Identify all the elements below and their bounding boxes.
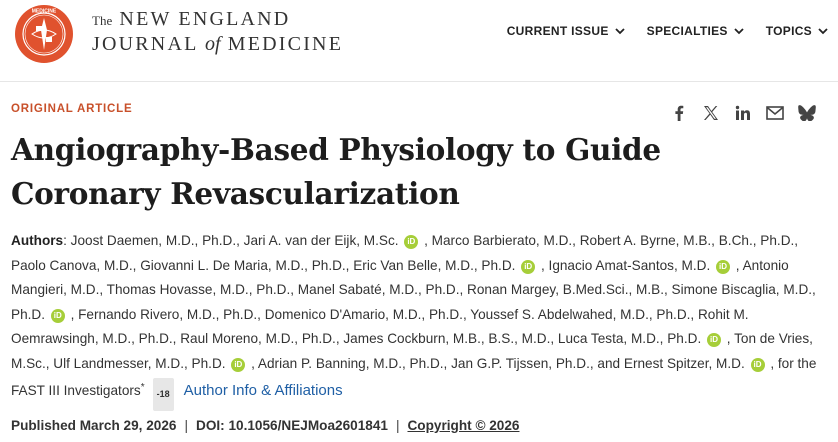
more-authors-badge[interactable]: -18 <box>153 378 174 411</box>
orcid-icon[interactable]: iD <box>51 309 65 323</box>
orcid-icon[interactable]: iD <box>231 358 245 372</box>
nav-current-issue[interactable] <box>507 24 625 38</box>
article-type-label: ORIGINAL ARTICLE <box>11 103 133 115</box>
orcid-icon[interactable]: iD <box>716 260 730 274</box>
publication-info <box>11 418 519 433</box>
linkedin-icon[interactable] <box>734 104 752 122</box>
orcid-icon[interactable]: iD <box>521 260 535 274</box>
site-header <box>0 0 838 82</box>
doi: DOI: 10.1056/NEJMoa2601841 <box>196 418 388 433</box>
wordmark-the: The <box>92 13 113 28</box>
share-toolbar <box>670 104 816 122</box>
nejm-seal-logo[interactable] <box>14 4 74 64</box>
chevron-down-icon <box>818 26 828 36</box>
wordmark-medicine: MEDICINE <box>227 33 344 55</box>
x-icon[interactable] <box>702 104 720 122</box>
author-group[interactable]: , Adrian P. Banning, M.D., Ph.D., Jan G.P. Tijssen, Ph.D., and Ernest Spitzer, M.D. <box>251 355 745 371</box>
journal-wordmark[interactable] <box>92 8 343 56</box>
author-group[interactable]: , Antonio Mangieri, M.D., Thomas Hovasse, M.D., Ph.D., Manel Sabaté, M.D., Ph.D., Ronan Margey, B.Med.Sci., M.B., Simone Biscaglia, M.D., Ph.D. <box>11 257 816 322</box>
author-list <box>11 229 826 411</box>
author-group[interactable]: , Ton de Vries, M.Sc., Ulf Landmesser, M.D., Ph.D. <box>11 331 813 371</box>
email-icon[interactable] <box>766 104 784 122</box>
orcid-icon[interactable]: iD <box>707 333 721 347</box>
author-group[interactable]: , Fernando Rivero, M.D., Ph.D., Domenico D'Amario, M.D., Ph.D., Youssef S. Abdelwahed, M.D., Ph.D., Rohit M. Oemrawsingh, M.D., Ph.D., Raul Moreno, M.D., Ph.D., James Cockburn, M.B., B.S., M.D., Luca Testa, M.D., Ph.D. <box>11 306 749 346</box>
article-title: Angiography-Based Physiology to Guide Coronary Revascularization <box>11 132 661 211</box>
nav-specialties[interactable] <box>647 24 744 38</box>
published-date: Published March 29, 2026 <box>11 418 177 433</box>
wordmark-line1: NEW ENGLAND <box>119 8 291 30</box>
nav-topics[interactable] <box>766 24 828 38</box>
divider: | <box>184 418 188 433</box>
main-nav <box>507 24 828 38</box>
wordmark-journal: JOURNAL <box>92 33 198 55</box>
copyright-link[interactable]: Copyright © 2026 <box>407 418 520 433</box>
author-group[interactable]: , Marco Barbierato, M.D., Robert A. Byrne, M.B., B.Ch., Ph.D., Paolo Canova, M.D., Giovanni L. De Maria, M.D., Ph.D., Eric Van Belle, M.D., Ph.D. <box>11 233 799 273</box>
author-info-affiliations-link[interactable]: Author Info & Affiliations <box>183 382 343 399</box>
chevron-down-icon <box>734 26 744 36</box>
nav-label: SPECIALTIES <box>646 24 728 38</box>
facebook-icon[interactable] <box>670 104 688 122</box>
nav-label: CURRENT ISSUE <box>506 24 609 38</box>
orcid-icon[interactable]: iD <box>751 358 765 372</box>
author-group[interactable]: , for the FAST III Investigators <box>11 355 817 398</box>
bluesky-icon[interactable] <box>798 104 816 122</box>
author-group[interactable]: , Ignacio Amat-Santos, M.D. <box>540 257 711 273</box>
author-group[interactable]: : Joost Daemen, M.D., Ph.D., Jari A. van der Eijk, M.Sc. <box>63 233 399 248</box>
orcid-icon[interactable]: iD <box>404 235 418 249</box>
divider: | <box>395 418 400 433</box>
authors-label: Authors <box>11 233 64 248</box>
chevron-down-icon <box>615 26 625 36</box>
nav-label: TOPICS <box>765 24 812 38</box>
svg-text:MEDICINE: MEDICINE <box>31 8 57 15</box>
wordmark-of: of <box>204 33 221 55</box>
footnote-star: * <box>140 382 145 393</box>
